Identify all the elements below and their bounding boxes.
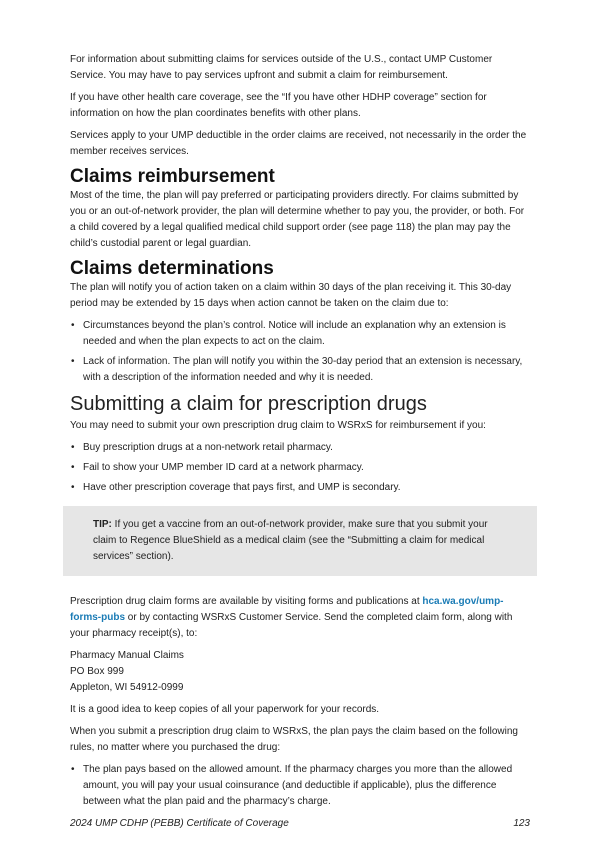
mailing-address: Pharmacy Manual Claims PO Box 999 Appleton, WI 54912-0999 xyxy=(70,650,184,693)
list-item: • Buy prescription drugs at a non-network retail pharmacy. xyxy=(70,440,530,456)
footer-title: 2024 UMP CDHP (PEBB) Certificate of Coverage xyxy=(70,818,289,829)
paragraph-other-coverage: If you have other health care coverage, see the “If you have other HDHP coverage” section for information on how the plan coordinates benefits with other plans. xyxy=(70,92,487,119)
paragraph-deductible: Services apply to your UMP deductible in the order claims are received, not necessarily in the order the member receives services. xyxy=(70,130,527,157)
heading-claims-reimbursement: Claims reimbursement xyxy=(70,166,275,187)
heading-claims-determinations: Claims determinations xyxy=(70,258,274,279)
tip-label: TIP: xyxy=(93,519,112,530)
paragraph-reimbursement: Most of the time, the plan will pay preferred or participating providers directly. For claims submitted by you or an out-of-network provider, the plan will determine whether to pay you, the provider, or both. For a child covered by a legal qualified medical child support order (see page 118) the plan may pay the child’s custodial parent or legal guardian. xyxy=(70,190,525,249)
list-item: • Fail to show your UMP member ID card at a network pharmacy. xyxy=(70,460,530,476)
paragraph-rules: When you submit a prescription drug claim to WSRxS, the plan pays the claim based on the following rules, no matter where you purchased the drug: xyxy=(70,726,518,753)
paragraph-keep-copies: It is a good idea to keep copies of all your paperwork for your records. xyxy=(70,704,380,715)
determinations-list xyxy=(70,318,530,386)
heading-submitting-rx-claim: Submitting a claim for prescription drugs xyxy=(70,393,427,415)
tip-box xyxy=(63,506,537,576)
rx-reasons-list xyxy=(70,440,530,496)
paragraph-outside-us: For information about submitting claims for services outside of the U.S., contact UMP Customer Service. You may have to pay services upfront and submit a claim for reimbursement. xyxy=(70,54,493,81)
paragraph-determinations: The plan will notify you of action taken on a claim within 30 days of the plan receiving it. This 30-day period may be extended by 15 days when action cannot be taken on the claim due to: xyxy=(70,282,512,309)
page-footer xyxy=(70,816,530,832)
page-number: 123 xyxy=(513,818,530,829)
paragraph-claim-forms: Prescription drug claim forms are available by visiting forms and publications at hca.wa.gov/ump-forms-pubs or by contacting WSRxS Customer Service. Send the completed claim form, along with your pharmacy receipt(s), to: xyxy=(70,596,513,639)
rules-list xyxy=(70,762,530,810)
list-item: • The plan pays based on the allowed amount. If the pharmacy charges you more than the allowed amount, you will pay your usual coinsurance (and deductible if applicable), plus the difference between what the plan paid and the pharmacy’s charge. xyxy=(70,762,530,810)
paragraph-rx-intro: You may need to submit your own prescription drug claim to WSRxS for reimbursement if you: xyxy=(70,420,486,431)
list-item: • Have other prescription coverage that pays first, and UMP is secondary. xyxy=(70,480,530,496)
list-item: • Circumstances beyond the plan’s control. Notice will include an explanation why an extension is needed and when the plan expects to act on the claim. xyxy=(70,318,530,350)
tip-text: If you get a vaccine from an out-of-network provider, make sure that you submit your claim to Regence BlueShield as a medical claim (see the “Submitting a claim for medical services” section). xyxy=(93,519,488,562)
forms-pubs-link[interactable]: hca.wa.gov/ump-forms-pubs xyxy=(70,596,504,623)
list-item: • Lack of information. The plan will notify you within the 30-day period that an extension is necessary, with a description of the information needed and why it is needed. xyxy=(70,354,530,386)
